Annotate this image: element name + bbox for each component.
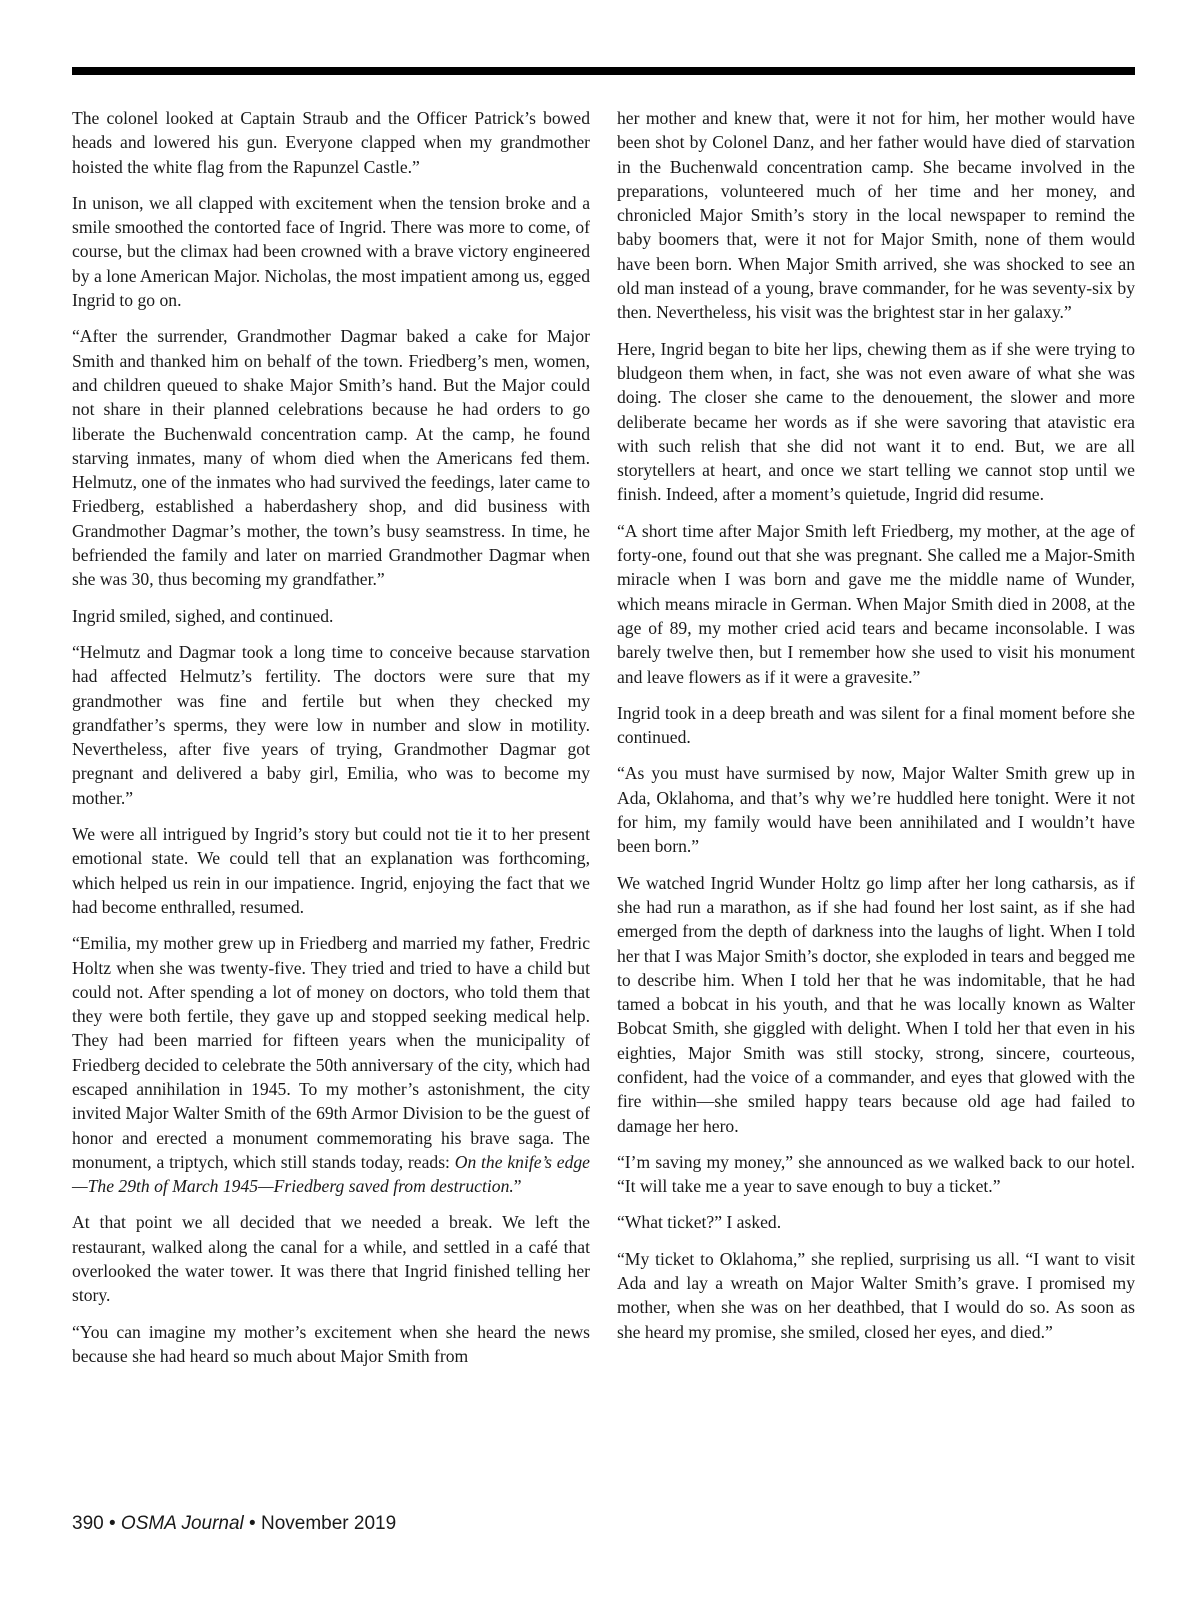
- issue-date: November 2019: [260, 1513, 397, 1534]
- paragraph: We were all intrigued by Ingrid’s story but could not tie it to her present emotional state. We could tell that an explanation was forthcoming, which helped us rein in our impatience. Ingrid, enjoying the fact that we had become enthralled, resumed.: [72, 824, 590, 917]
- paragraph: In unison, we all clapped with excitement when the tension broke and a smile smoothed the contorted face of Ingrid. There was more to come, of course, but the climax had been crowned with a brave victory engineered by a lone American Major. Nicholas, the most impatient among us, egged Ingrid to go on.: [72, 192, 590, 311]
- paragraph: “What ticket?” I asked.: [617, 1212, 782, 1233]
- paragraph: “My ticket to Oklahoma,” she replied, surprising us all. “I want to visit Ada and lay a wreath on Major Walter Smith’s grave. I promised my mother, when she was on her deathbed, that I would do so. As soon as she heard my promise, she smiled, closed her eyes, and died.”: [617, 1248, 1135, 1342]
- header-rule: [72, 67, 1135, 75]
- paragraph: “A short time after Major Smith left Friedberg, my mother, at the age of forty-one, found out that she was pregnant. She called me a Major-Smith miracle when I was born and gave me the middle name of Wunder, which means miracle in German. When Major Smith died in 2008, at the age of 89, my mother cried acid tears and became inconsolable. I was barely twelve then, but I remember how she used to visit his monument and leave flowers as if it were a gravesite.”: [617, 520, 1135, 687]
- monument-paragraph: [72, 931, 590, 1198]
- monument-inscription: On the knife’s edge—The 29th of March 1945—Friedberg saved from destruction.: [72, 1151, 590, 1197]
- left-column: [72, 106, 590, 1380]
- paragraph: “I’m saving my money,” she announced as we walked back to our hotel. “It will take me a year to save enough to buy a ticket.”: [617, 1151, 1135, 1197]
- paragraph-text: “Emilia, my mother grew up in Friedberg and married my father, Fredric Holtz when she was twenty-five. They tried and tried to have a child but could not. After spending a lot of money on doctors, who told them that they were both fertile, they gave up and stopped seeking medical help. They had been married for fifteen years when the municipality of Friedberg decided to celebrate the 50th anniversary of the city, which had escaped annihilation in 1945. To my mother’s astonishment, the city invited Major Walter Smith of the 69th Armor Division to be the guest of honor and erected a monument commemorating his brave saga. The monument, a triptych, which still stands today, reads:: [72, 933, 590, 1172]
- paragraph: Ingrid smiled, sighed, and continued.: [72, 605, 334, 626]
- paragraph: “As you must have surmised by now, Major Walter Smith grew up in Ada, Oklahoma, and that’s why we’re huddled here tonight. Were it not for him, my family would have been annihilated and I wouldn’t have been born.”: [617, 763, 1135, 857]
- paragraph: The colonel looked at Captain Straub and the Officer Patrick’s bowed heads and lowered his gun. Everyone clapped when my grandmother hoisted the white flag from the Rapunzel Castle.”: [72, 108, 590, 177]
- paragraph: her mother and knew that, were it not for him, her mother would have been shot by Colonel Danz, and her father would have died of starvation in the Buchenwald concentration camp. She became involved in the preparations, volunteered much of her time and her money, and chronicled Major Smith’s story in the local newspaper to remind the baby boomers that, were it not for Major Smith, none of them would have been born. When Major Smith arrived, she was shocked to see an old man instead of a young, brave commander, for he was seventy-six by then. Nevertheless, his visit was the brightest star in her galaxy.”: [617, 108, 1135, 323]
- footer-separator: •: [243, 1513, 261, 1534]
- page-footer: [72, 1513, 396, 1535]
- paragraph: At that point we all decided that we needed a break. We left the restaurant, walked along the canal for a while, and settled in a café that overlooked the water tower. It was there that Ingrid finished telling her story.: [72, 1212, 590, 1306]
- closing-quote: ”: [513, 1176, 522, 1197]
- paragraph: “You can imagine my mother’s excitement when she heard the news because she had heard so much about Major Smith from: [72, 1321, 590, 1366]
- page-number: 390: [72, 1513, 104, 1534]
- right-column: [617, 106, 1135, 1356]
- paragraph: “After the surrender, Grandmother Dagmar baked a cake for Major Smith and thanked him on behalf of the town. Friedberg’s men, women, and children queued to shake Major Smith’s hand. But the Major could not share in their planned celebrations because he had orders to go liberate the Buchenwald concentration camp. At the camp, he found starving inmates, many of whom died when the Americans fed them. Helmutz, one of the inmates who had survived the feedings, later came to Friedberg, established a haberdashery shop, and did business with Grandmother Dagmar’s mother, the town’s busy seamstress. In time, he befriended the family and later on married Grandmother Dagmar when she was 30, thus becoming my grandfather.”: [72, 326, 590, 590]
- paragraph: Ingrid took in a deep breath and was silent for a final moment before she continued.: [617, 702, 1135, 748]
- footer-separator: •: [103, 1513, 121, 1534]
- journal-name: OSMA Journal: [120, 1513, 244, 1534]
- paragraph: We watched Ingrid Wunder Holtz go limp after her long catharsis, as if she had run a marathon, as if she had found her lost saint, as if she had emerged from the depth of darkness into the laughs of light. When I told her that I was Major Smith’s doctor, she exploded in tears and begged me to describe him. When I told her that he was indomitable, that he had tamed a bobcat in his youth, and that he was locally known as Walter Bobcat Smith, she giggled with delight. When I told her that even in his eighties, Major Smith was still stocky, strong, sincere, courteous, confident, had the voice of a commander, and eyes that glowed with the fire within—she smiled happy tears because old age had failed to damage her hero.: [617, 872, 1135, 1136]
- paragraph: Here, Ingrid began to bite her lips, chewing them as if she were trying to bludgeon them when, in fact, she was not even aware of what she was doing. The closer she came to the denouement, the slower and more deliberate became her words as if she were savoring that atavistic era with such relish that she did not want it to end. But, we are all storytellers at heart, and once we start telling we cannot stop until we finish. Indeed, after a moment’s quietude, Ingrid did resume.: [617, 338, 1135, 505]
- paragraph: “Helmutz and Dagmar took a long time to conceive because starvation had affected Helmutz’s fertility. The doctors were sure that my grandmother was fine and fertile but when they checked my grandfather’s sperms, they were low in number and slow in motility. Nevertheless, after five years of trying, Grandmother Dagmar got pregnant and delivered a baby girl, Emilia, who was to become my mother.”: [72, 641, 590, 808]
